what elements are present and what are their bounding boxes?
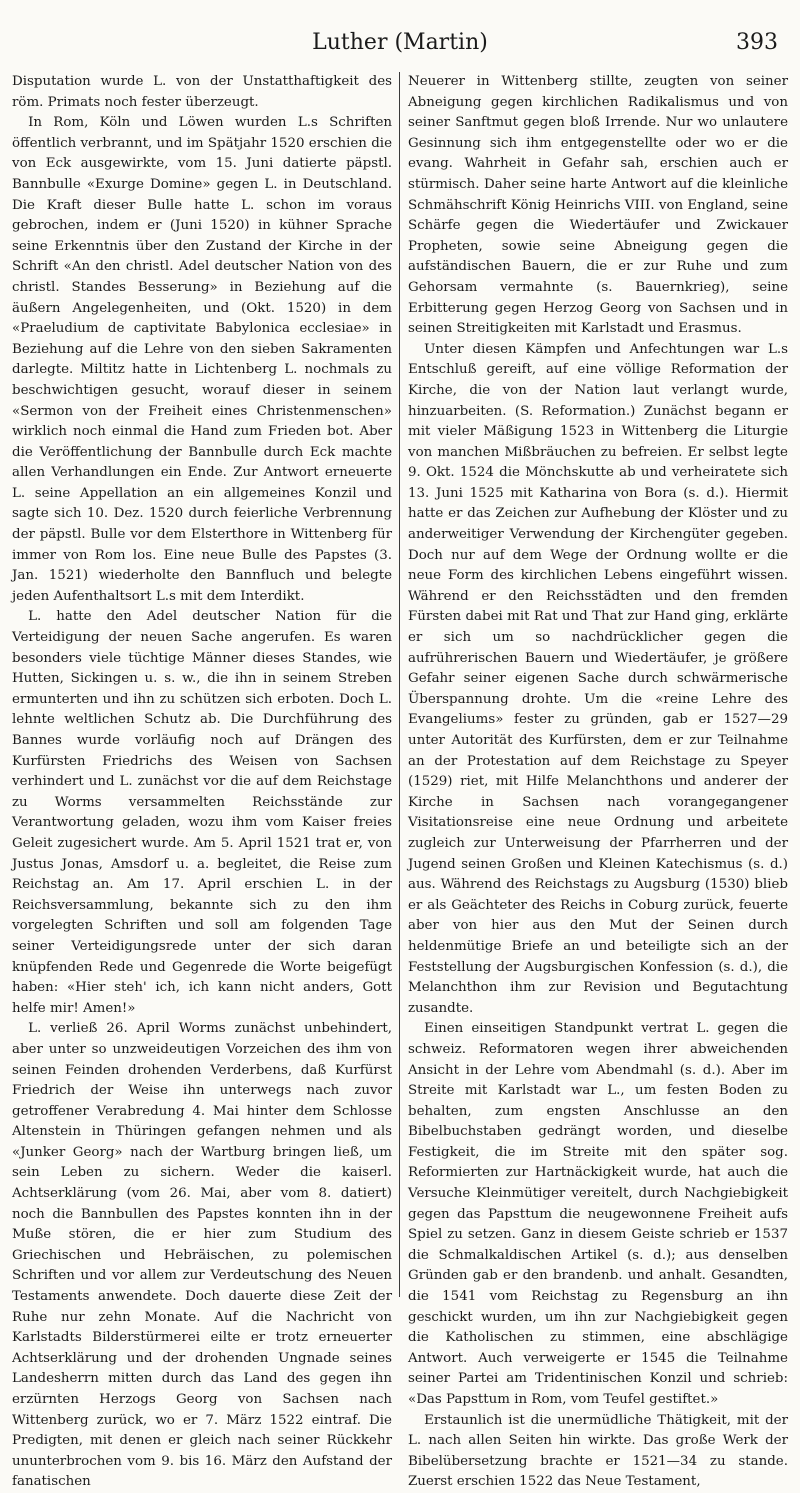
paragraph: Unter diesen Kämpfen und Anfechtungen war L.s Entschluß gereift, auf eine völlige Reformation der Kirche, die von der Nation laut verlangt wurde, hinzuarbeiten. (S. Reformation.) Zunächst begann er mit vieler Mäßigung 1523 in Wittenberg die Liturgie von manchen Mißbräuchen zu befreien. Er selbst legte 9. Okt. 1524 die Mönchskutte ab und verheiratete sich 13. Juni 1525 mit Katharina von Bora (s. d.). Hiermit hatte er das Zeichen zur Aufhebung der Klöster und zu anderweitiger Verwendung der Kirchengüter gegeben. Doch nur auf dem Wege der Ordnung wollte er die neue Form des kirchlichen Lebens eingeführt wissen. Während er den Reichsstädten und den fremden Fürsten dabei mit Rat und That zur Hand ging, erklärte er sich um so nachdrücklicher gegen die aufrührerischen Bauern und Wiedertäufer, je größere Gefahr seiner eigenen Sache durch schwärmerische Überspannung drohte. Um die «reine Lehre des Evangeliums» fester zu gründen, gab er 1527—29 unter Autorität des Kurfürsten, dem er zur Teilnahme an der Protestation auf dem Reichstage zu Speyer (1529) riet, mit Hilfe Melanchthons und anderer der Kirche in Sachsen nach vorangegangener Visitationsreise eine neue Ordnung und arbeitete zugleich zur Unterweisung der Pfarrherren und der Jugend seinen Großen und Kleinen Katechismus (s. d.) aus. Während des Reichstags zu Augsburg (1530) blieb er als Geächteter des Reichs in Coburg zurück, feuerte aber von hier aus den Mut der Seinen durch heldenmütige Briefe an und beteiligte sich an der Feststellung der Augsburgischen Konfession (s. d.), die Melanchthon ihm zur Revision und Begutachtung zusandte. <box>408 341 788 1016</box>
paragraph: Disputation wurde L. von der Unstatthaftigkeit des röm. Primats noch fester überzeugt. <box>12 74 392 110</box>
left-column <box>12 72 392 1490</box>
paragraph: Neuerer in Wittenberg stillte, zeugten von seiner Abneigung gegen kirchlichen Radikalismus und von seiner Sanftmut gegen bloß Irrende. Nur wo unlautere Gesinnung sich ihm entgegenstellte oder wo er die evang. Wahrheit in Gefahr sah, erschien auch er stürmisch. Daher seine harte Antwort auf die kleinliche Schmähschrift König Heinrichs VIII. von England, seine Schärfe gegen die Wiedertäufer und Zwickauer Propheten, sowie seine Abneigung gegen die aufständischen Bauern, die er zur Ruhe und zum Gehorsam vermahnte (s. Bauernkrieg), seine Erbitterung gegen Herzog Georg von Sachsen und in seinen Streitigkeiten mit Karlstadt und Erasmus. <box>408 74 788 337</box>
paragraph: Erstaunlich ist die unermüdliche Thätigkeit, mit der L. nach allen Seiten hin wirkte. Das große Werk der Bibelübersetzung brachte er 1521—34 zu stande. Zuerst erschien 1522 das Neue Testament, <box>408 1412 788 1490</box>
column-divider <box>399 72 400 1297</box>
page-number: 393 <box>736 30 778 55</box>
paragraph: L. verließ 26. April Worms zunächst unbehindert, aber unter so unzweideutigen Vorzeichen des ihm von seinen Feinden drohenden Verderbens, daß Kurfürst Friedrich der Weise ihn unterwegs nach zuvor getroffener Verabredung 4. Mai hinter dem Schlosse Altenstein in Thüringen gefangen nehmen und als «Junker Georg» nach der Wartburg bringen ließ, um sein Leben zu sichern. Weder die kaiserl. Achtserklärung (vom 26. Mai, aber vom 8. datiert) noch die Bannbullen des Papstes konnten ihn in der Muße stören, die er hier zum Studium des Griechischen und Hebräischen, zu polemischen Schriften und vor allem zur Verdeutschung des Neuen Testaments anwendete. Doch dauerte diese Zeit der Ruhe nur zehn Monate. Auf die Nachricht von Karlstadts Bilderstürmerei eilte er trotz erneuerter Achtserklärung und der drohenden Ungnade seines Landesherrn mitten durch das Land des gegen ihn erzürnten Herzogs Georg von Sachsen nach Wittenberg zurück, wo er 7. März 1522 eintraf. Die Predigten, mit denen er gleich nach seiner Rückkehr ununterbrochen vom 9. bis 16. März den Aufstand der fanatischen <box>12 1021 392 1490</box>
paragraph: In Rom, Köln und Löwen wurden L.s Schriften öffentlich verbrannt, und im Spätjahr 1520 erschien die von Eck ausgewirkte, vom 15. Juni datierte päpstl. Bannbulle «Exurge Domine» gegen L. in Deutschland. Die Kraft dieser Bulle hatte L. schon im voraus gebrochen, indem er (Juni 1520) in kühner Sprache seine Erkenntnis über den Zustand der Kirche in der Schrift «An den christl. Adel deutscher Nation von des christl. Standes Besserung» in Beziehung auf die äußern Angelegenheiten, und (Okt. 1520) in dem «Praeludium de captivitate Babylonica ecclesiae» in Beziehung auf die Lehre von den sieben Sakramenten darlegte. Miltitz hatte in Lichtenberg L. nochmals zu beschwichtigen gesucht, worauf dieser in seinem «Sermon von der Freiheit eines Christenmenschen» wirklich noch einmal die Hand zum Frieden bot. Aber die Veröffentlichung der Bannbulle durch Eck machte allen Verhandlungen ein Ende. Zur Antwort erneuerte L. seine Appellation an ein allgemeines Konzil und sagte sich 10. Dez. 1520 durch feierliche Verbrennung der päpstl. Bulle vor dem Elsterthore in Wittenberg für immer von Rom los. Eine neue Bulle des Papstes (3. Jan. 1521) wiederholte den Bannfluch und belegte jeden Aufenthaltsort L.s mit dem Interdikt. <box>12 115 392 604</box>
running-title: Luther (Martin) <box>312 30 488 55</box>
right-column <box>408 72 788 1490</box>
running-head <box>0 28 800 58</box>
paragraph: Einen einseitigen Standpunkt vertrat L. gegen die schweiz. Reformatoren wegen ihrer abweichenden Ansicht in der Lehre vom Abendmahl (s. d.). Aber im Streite mit Karlstadt war L., um festen Boden zu behalten, zum engsten Anschlusse an den Bibelbuchstaben gedrängt worden, und dieselbe Festigkeit, die im Streite mit den später sog. Reformierten zur Hartnäckigkeit wurde, hat auch die Versuche Kleinmütiger vereitelt, durch Nachgiebigkeit gegen das Papsttum die neugewonnene Freiheit aufs Spiel zu setzen. Ganz in diesem Geiste schrieb er 1537 die Schmalkaldischen Artikel (s. d.); aus denselben Gründen gab er den brandenb. und anhalt. Gesandten, die 1541 vom Reichstag zu Regensburg an ihn geschickt wurden, um ihn zur Nachgiebigkeit gegen die Katholischen zu stimmen, eine abschlägige Antwort. Auch verweigerte er 1545 die Teilnahme seiner Partei am Tridentinischen Konzil und schrieb: «Das Papsttum in Rom, vom Teufel gestiftet.» <box>408 1021 788 1407</box>
paragraph: L. hatte den Adel deutscher Nation für die Verteidigung der neuen Sache angerufen. Es waren besonders viele tüchtige Männer dieses Standes, wie Hutten, Sickingen u. s. w., die ihn in seinem Streben ermunterten und ihn zu schützen sich erboten. Doch L. lehnte weltlichen Schutz ab. Die Durchführung des Bannes wurde vorläufig noch auf Drängen des Kurfürsten Friedrichs des Weisen von Sachsen verhindert und L. zunächst vor die auf dem Reichstage zu Worms versammelten Reichsstände zur Verantwortung geladen, wozu ihm vom Kaiser freies Geleit zugesichert wurde. Am 5. April 1521 trat er, von Justus Jonas, Amsdorf u. a. begleitet, die Reise zum Reichstag an. Am 17. April erschien L. in der Reichsversammlung, bekannte sich zu den ihm vorgelegten Schriften und soll am folgenden Tage seiner Verteidigungsrede unter der sich daran knüpfenden Rede und Gegenrede die Worte beigefügt haben: «Hier steh' ich, ich kann nicht anders, Gott helfe mir! Amen!» <box>12 609 392 1016</box>
